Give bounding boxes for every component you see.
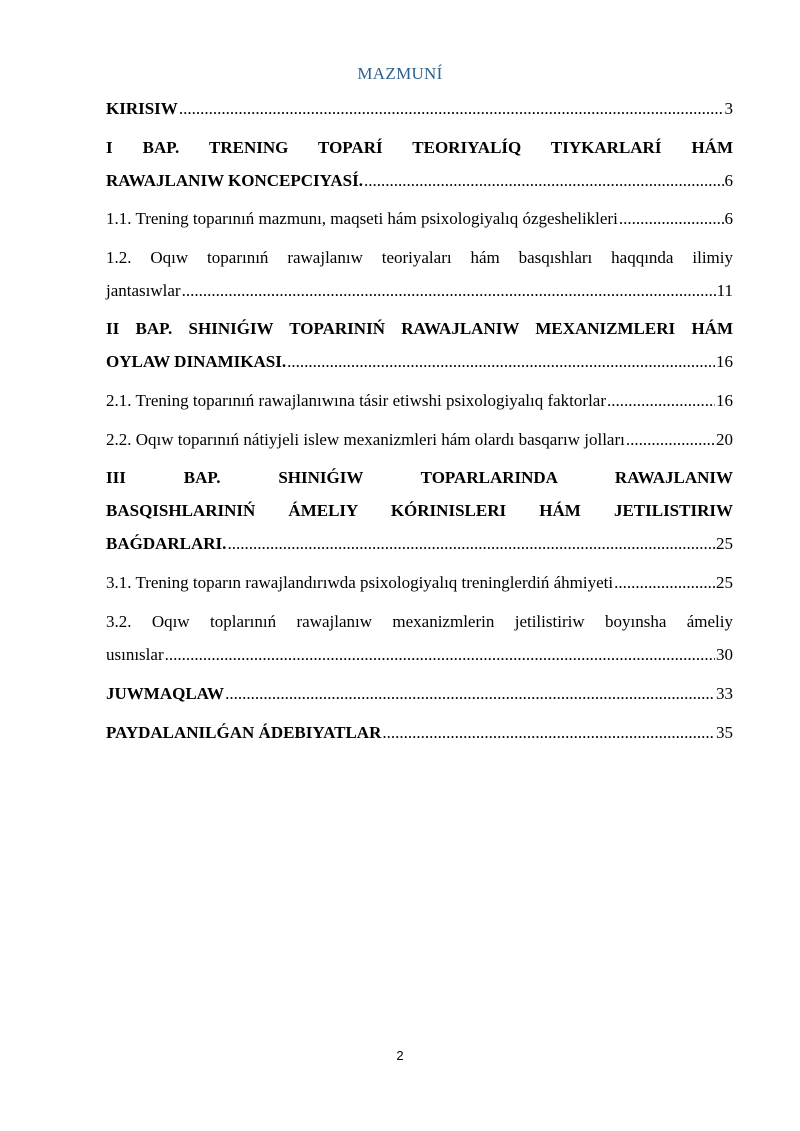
- toc-entry-title-line: II BAP. SHINIǴIW TOPARINIŃ RAWAJLANIW MEXANIZMLERI HÁM: [106, 319, 733, 338]
- toc-line: [106, 683, 733, 705]
- toc-line: [106, 722, 733, 744]
- dot-leader: [225, 683, 715, 705]
- toc-entry-title: RAWAJLANIW KONCEPCIYASÍ.: [106, 171, 363, 190]
- dot-leader: [619, 208, 724, 230]
- toc-entry-title-line: III BAP. SHINIǴIW TOPARLARINDA RAWAJLANIW: [106, 468, 733, 487]
- dot-leader: [626, 429, 715, 451]
- toc-line: [106, 390, 733, 412]
- toc-entry-title: 2.1. Trening toparınıń rawajlanıwına tásir etiwshi psixologiyalıq faktorlar: [106, 391, 606, 410]
- dot-leader: [607, 390, 715, 412]
- toc-entry-title: OYLAW DINAMIKASI.: [106, 352, 287, 371]
- toc-entry-chapter-1[interactable]: [106, 137, 733, 192]
- toc-line: [106, 170, 733, 192]
- toc-entry-title: 1.1. Trening toparınıń mazmunı, maqseti hám psixologiyalıq ózgeshelikleri: [106, 209, 618, 228]
- toc-line: [106, 644, 733, 666]
- toc-entry-title: BAǴDARLARI.: [106, 534, 227, 553]
- toc-page-number: 20: [716, 430, 733, 449]
- toc-entry-references[interactable]: [106, 722, 733, 744]
- dot-leader: [287, 351, 715, 373]
- toc-entry-title-line: I BAP. TRENING TOPARÍ TEORIYALÍQ TIYKARLARÍ HÁM: [106, 138, 733, 157]
- toc-entry-title-line: 1.2. Oqıw toparınıń rawajlanıw teoriyaları hám basqıshları haqqında ilimiy: [106, 248, 733, 267]
- toc-page-number: 25: [716, 534, 733, 553]
- toc-entry-section-2-2[interactable]: [106, 429, 733, 451]
- dot-leader: [182, 280, 716, 302]
- toc-page-number: 16: [716, 352, 733, 371]
- toc-entry-chapter-2[interactable]: [106, 318, 733, 373]
- toc-page-number: 11: [716, 281, 733, 300]
- toc-entry-title: KIRISIW: [106, 99, 178, 118]
- toc-entry-section-3-2[interactable]: [106, 611, 733, 666]
- toc-entry-section-1-2[interactable]: [106, 247, 733, 302]
- toc-line: [106, 98, 733, 120]
- toc-entry-section-2-1[interactable]: [106, 390, 733, 412]
- toc-line: [106, 351, 733, 373]
- toc-line: [106, 280, 733, 302]
- page-number: 2: [396, 1048, 404, 1063]
- toc-entry-section-3-1[interactable]: [106, 572, 733, 594]
- toc-entry-title-line: 3.2. Oqıw toplarınıń rawajlanıw mexanizmlerin jetilistiriw boyınsha ámeliy: [106, 612, 733, 631]
- toc-entry-title: 2.2. Oqıw toparınıń nátiyjeli islew mexanizmleri hám olardı basqarıw jolları: [106, 430, 625, 449]
- toc-entry-title: PAYDALANILǴAN ÁDEBIYATLAR: [106, 723, 382, 742]
- toc-page-number: 3: [724, 99, 733, 118]
- toc-page-number: 33: [716, 684, 733, 703]
- dot-leader: [179, 98, 724, 120]
- toc-entry-title: JUWMAQLAW: [106, 684, 225, 703]
- toc-page-number: 16: [716, 391, 733, 410]
- toc-line: [106, 533, 733, 555]
- toc-page-number: 6: [724, 209, 733, 228]
- toc-entry-chapter-3[interactable]: [106, 467, 733, 555]
- dot-leader: [227, 533, 715, 555]
- dot-leader: [364, 170, 724, 192]
- toc-entry-title: 3.1. Trening toparın rawajlandırıwda psixologiyalıq treninglerdiń áhmiyeti: [106, 573, 614, 592]
- toc-page-number: 30: [716, 645, 733, 664]
- dot-leader: [382, 722, 715, 744]
- toc-page-number: 25: [716, 573, 733, 592]
- toc-entry-conclusion[interactable]: [106, 683, 733, 705]
- toc-page-number: 6: [724, 171, 733, 190]
- toc-entry-introduction[interactable]: [106, 98, 733, 120]
- toc-line: [106, 429, 733, 451]
- toc-entry-title: usınıslar: [106, 645, 164, 664]
- toc-page-number: 35: [716, 723, 733, 742]
- dot-leader: [165, 644, 715, 666]
- toc-entry-section-1-1[interactable]: [106, 208, 733, 230]
- toc-entry-title-line: BASQISHLARINIŃ ÁMELIY KÓRINISLERI HÁM JETILISTIRIW: [106, 501, 733, 520]
- toc-entry-title: jantasıwlar: [106, 281, 181, 300]
- toc-line: [106, 572, 733, 594]
- dot-leader: [614, 572, 715, 594]
- toc-line: [106, 208, 733, 230]
- toc-title: MAZMUNÍ: [357, 64, 443, 83]
